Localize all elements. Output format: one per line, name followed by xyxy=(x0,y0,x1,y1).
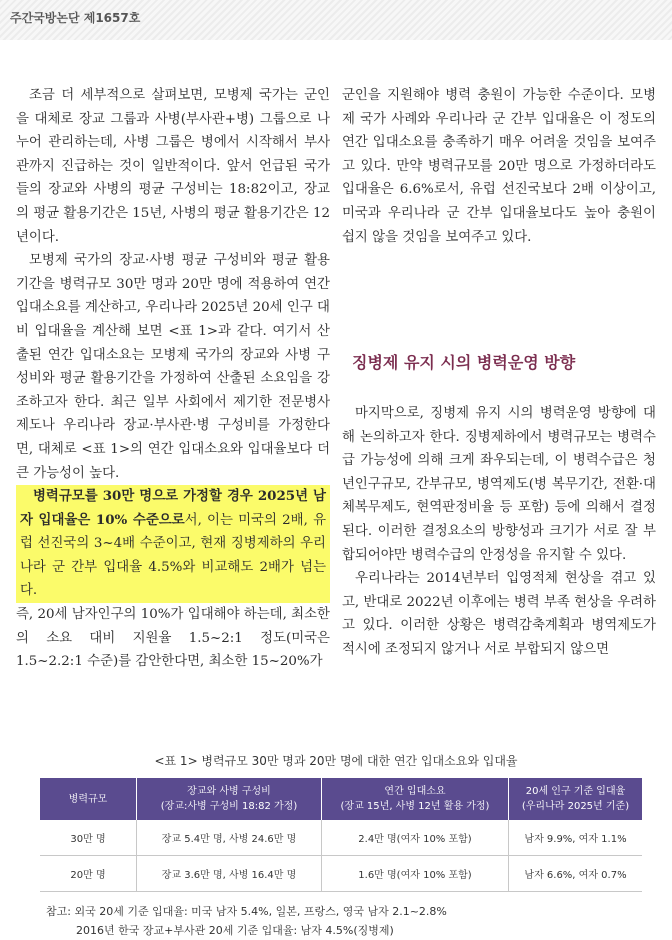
highlight-bold-text: 병력규모를 30만 명으로 가정할 경우 2025년 남자 입대율은 10% 수준으로 xyxy=(20,488,326,528)
cell-demand: 2.4만 명(여자 10% 포함) xyxy=(322,820,509,856)
section-title: 징병제 유지 시의 병력운영 방향 xyxy=(352,353,576,372)
highlighted-paragraph xyxy=(16,485,330,603)
page-header xyxy=(0,0,672,40)
note-line: 참고: 외국 20세 기준 입대율: 미국 남자 5.4%, 일본, 프랑스, 영국 남자 2.1~2.8% xyxy=(46,905,447,918)
paragraph: 마지막으로, 징병제 유지 시의 병력운영 방향에 대해 논의하고자 한다. 징병제하에서 병력규모는 병력수급 가능성에 의해 크게 좌우되는데, 이 병력수급은 청년인구규모, 간부규모, 병역제도(병 복무기간, 전환·대체복무제도, 현역판정비율 등 포함) 등에 의해서 결정된다. 이러한 결정요소의 방향성과 크기가 서로 잘 부합되어야만 병력수급의 안정성을 유지할 수 있다. xyxy=(342,406,656,563)
right-column-lower xyxy=(342,402,656,662)
paragraph: 모병제 국가의 장교·사병 평균 구성비와 평균 활용기간을 병력규모 30만 명과 20만 명에 적용하여 연간 입대소요를 계산하고, 우리나라 2025년 20세 인구 대비 입대율을 계산해 보면 <표 1>과 같다. 여기서 산출된 연간 입대소요는 모병제 국가의 장교와 사병 구성비와 평균 활용기간을 가정하여 산출된 소요임을 강조하고자 한다. 최근 일부 사회에서 제기한 전문병사제도나 우리나라 장교·부사관·병 구성비를 가정한다면, 대체로 <표 1>의 연간 입대소요와 입대율보다 더 큰 가능성이 높다. xyxy=(16,253,330,481)
header-rate: 20세 인구 기준 입대율 (우리나라 2025년 기준) xyxy=(509,778,643,820)
table-caption: <표 1> 병력규모 30만 명과 20만 명에 대한 연간 입대소요와 입대율 xyxy=(154,754,518,768)
cell-rate: 남자 6.6%, 여자 0.7% xyxy=(509,856,643,892)
note-line: 2016년 한국 장교+부사관 20세 기준 입대율: 남자 4.5%(징병제) xyxy=(76,924,394,937)
left-column xyxy=(16,84,330,674)
paragraph: 군인을 지원해야 병력 충원이 가능한 수준이다. 모병제 국가 사례와 우리나라 군 간부 입대율은 이 정도의 연간 입대소요를 충족하기 매우 어려울 것임을 보여주고 있다. 만약 병력규모를 20만 명으로 가정하더라도 입대율은 6.6%로서, 유럽 선진국보다 2배 이상이고, 미국과 우리나라 군 간부 입대율보다도 높아 충원이 쉽지 않을 것임을 보여주고 있다. xyxy=(342,88,656,245)
cell-size: 30만 명 xyxy=(40,820,137,856)
right-column xyxy=(342,84,656,249)
cell-composition: 장교 3.6만 명, 사병 16.4만 명 xyxy=(137,856,322,892)
cell-composition: 장교 5.4만 명, 사병 24.6만 명 xyxy=(137,820,322,856)
table-row xyxy=(40,856,642,892)
publication-title: 주간국방논단 제1657호 xyxy=(10,11,141,25)
paragraph: 우리나라는 2014년부터 입영적체 현상을 겪고 있고, 반대로 2022년 이후에는 병력 부족 현상을 우려하고 있다. 이러한 상황은 병력감축계획과 병역제도가 적시에 조정되지 않거나 서로 부합되지 않으면 xyxy=(342,571,656,657)
header-demand: 연간 입대소요 (장교 15년, 사병 12년 활용 가정) xyxy=(322,778,509,820)
table-notes xyxy=(46,902,447,940)
header-size: 병력규모 xyxy=(40,778,137,820)
paragraph: 즉, 20세 남자인구의 10%가 입대해야 하는데, 최소한의 소요 대비 지원율 1.5~2:1 정도(미국은 1.5~2.2:1 수준)를 감안한다면, 최소한 15~20%가 xyxy=(16,607,330,670)
header-composition: 장교와 사병 구성비 (장교:사병 구성비 18:82 가정) xyxy=(137,778,322,820)
cell-rate: 남자 9.9%, 여자 1.1% xyxy=(509,820,643,856)
table-header-row xyxy=(40,778,642,820)
paragraph: 조금 더 세부적으로 살펴보면, 모병제 국가는 군인을 대체로 장교 그룹과 사병(부사관+병) 그룹으로 나누어 관리하는데, 사병 그룹은 병에서 시작해서 부사관까지 진급하는 것이 일반적이다. 앞서 언급된 국가들의 장교와 사병의 평균 구성비는 18:82이고, 장교의 평균 활용기간은 15년, 사병의 평균 활용기간은 12년이다. xyxy=(16,88,330,245)
cell-size: 20만 명 xyxy=(40,856,137,892)
cell-demand: 1.6만 명(여자 10% 포함) xyxy=(322,856,509,892)
table-row xyxy=(40,820,642,856)
highlight-text: 서, 이는 미국의 2배, 유럽 선진국의 3~4배 수준이고, 현재 징병제하의 우리나라 군 간부 입대율 4.5%와 비교해도 2배가 넘는다. xyxy=(20,512,327,599)
data-table xyxy=(40,778,642,892)
